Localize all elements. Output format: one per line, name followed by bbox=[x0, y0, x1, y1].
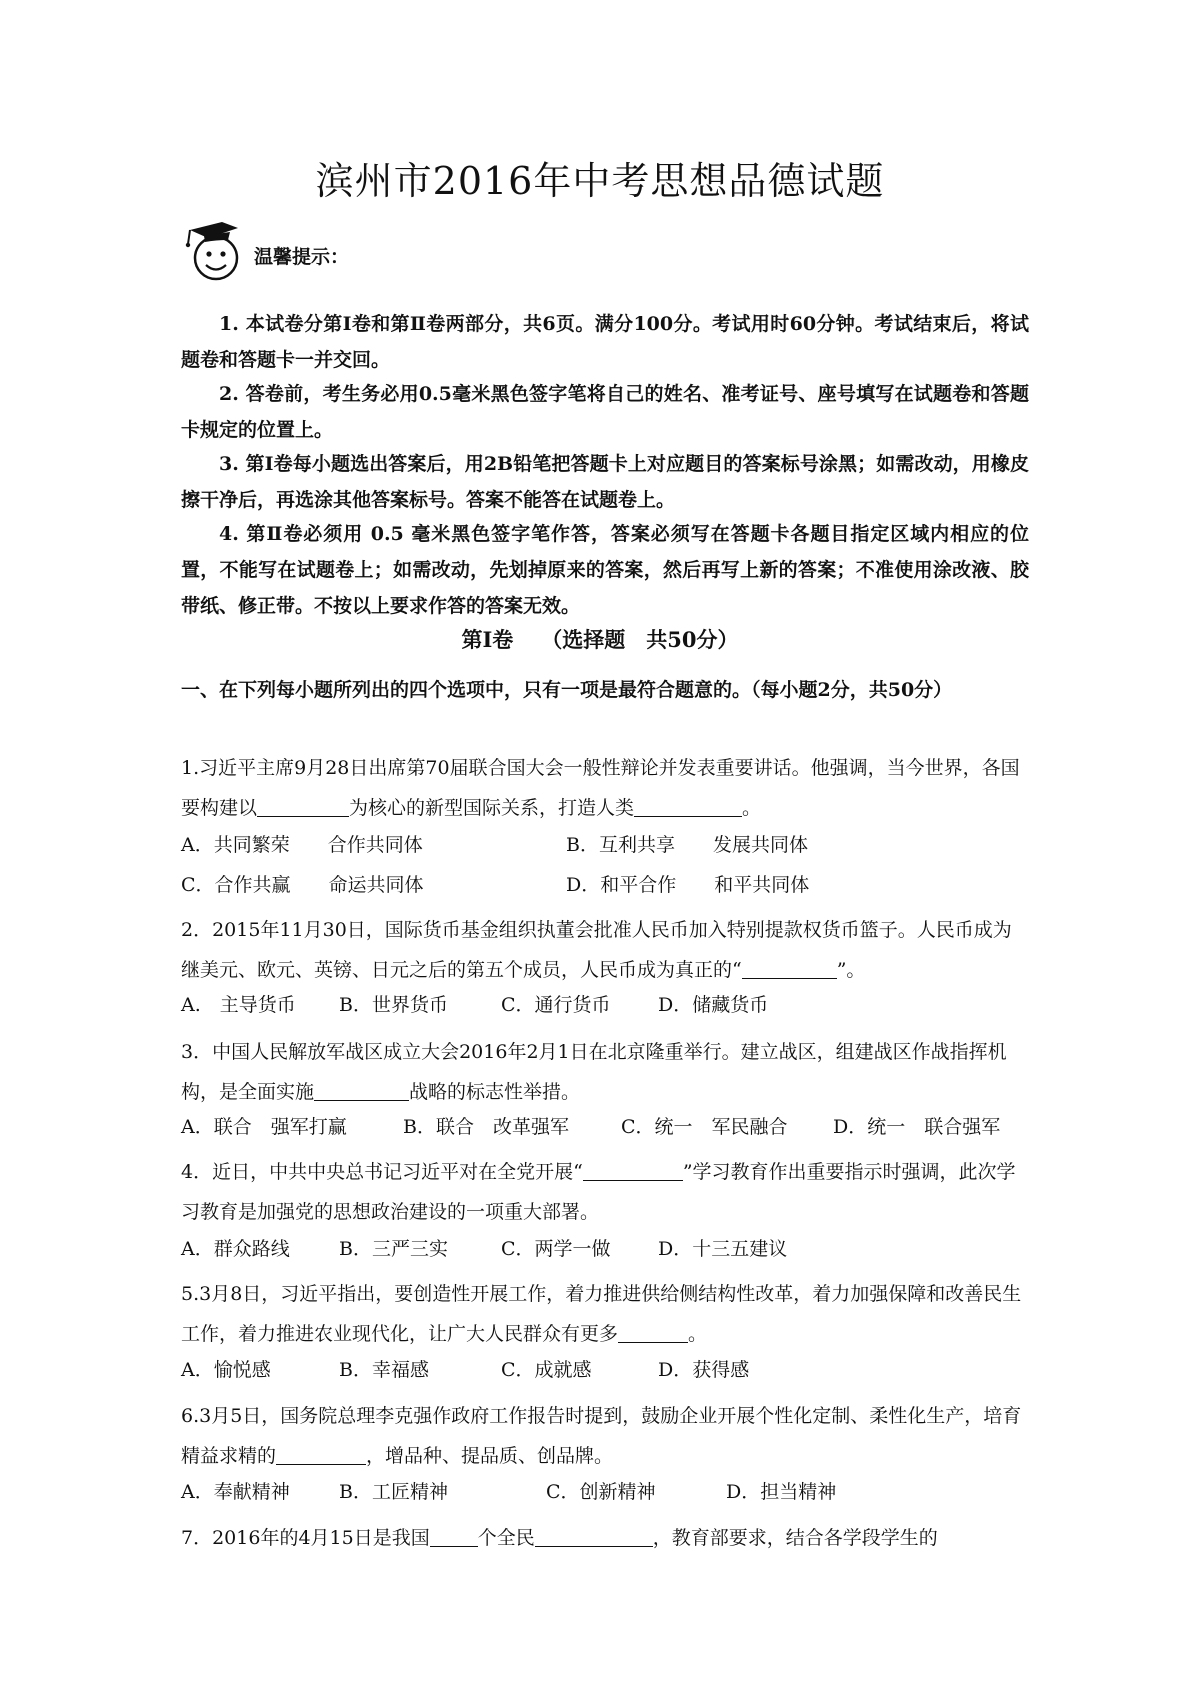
options-q3 bbox=[181, 1112, 1041, 1148]
option-b: B．幸福感 bbox=[339, 1359, 429, 1381]
question-4: 4．近日，中共中央总书记习近平对在全党开展“ ”学习教育作出重要指示时强调，此次学习教育是加强党的思想政治建设的一项重大部署。 bbox=[181, 1152, 1029, 1232]
option-d: D．获得感 bbox=[658, 1359, 750, 1381]
option-a: A．愉悦感 bbox=[181, 1359, 271, 1381]
option-a: A．共同繁荣 合作共同体 bbox=[181, 834, 423, 856]
question-3: 3．中国人民解放军战区成立大会2016年2月1日在北京隆重举行。建立战区，组建战区作战指挥机构，是全面实施 战略的标志性举措。 bbox=[181, 1041, 1007, 1103]
question-7: 7．2016年的4月15日是我国 个全民 ，教育部要求，结合各学段学生的 bbox=[181, 1518, 1029, 1558]
options-q1-row1 bbox=[181, 830, 1041, 866]
question-5: 5.3月8日，习近平指出，要创造性开展工作，着力推进供给侧结构性改革，着力加强保障和改善民生工作，着力推进农业现代化，让广大人民群众有更多 。 bbox=[181, 1283, 1022, 1345]
option-c: C．两学一做 bbox=[501, 1238, 611, 1260]
notice-1: 1. 本试卷分第Ⅰ卷和第Ⅱ卷两部分，共6页。满分100分。考试用时60分钟。考试结束后，将试题卷和答题卡一并交回。 bbox=[181, 313, 1029, 371]
part-name: 第Ⅰ卷 bbox=[461, 627, 514, 652]
option-d: D．统一 联合强军 bbox=[833, 1116, 1001, 1138]
options-q2 bbox=[181, 990, 1041, 1026]
options-q5 bbox=[181, 1355, 1041, 1391]
question-1: 1.习近平主席9月28日出席第70届联合国大会一般性辩论并发表重要讲话。他强调，当今世界，各国要构建以 为核心的新型国际关系，打造人类 。 bbox=[181, 757, 1020, 819]
answer-blank bbox=[742, 956, 837, 979]
option-c: C．合作共赢 命运共同体 bbox=[181, 874, 424, 896]
option-a: A．联合 强军打赢 bbox=[181, 1116, 347, 1138]
answer-blank bbox=[430, 1524, 478, 1547]
page-title: 滨州市2016年中考思想品德试题 bbox=[315, 159, 885, 203]
option-c: C．创新精神 bbox=[546, 1481, 656, 1503]
option-a: A．群众路线 bbox=[181, 1238, 290, 1260]
tips-header bbox=[178, 212, 778, 292]
options-q6 bbox=[181, 1477, 1041, 1513]
answer-blank bbox=[634, 794, 742, 817]
answer-blank bbox=[314, 1078, 409, 1101]
option-d: D．储藏货币 bbox=[658, 994, 769, 1016]
option-b: B．互利共享 发展共同体 bbox=[566, 834, 808, 856]
smiley-student-icon bbox=[178, 214, 248, 286]
answer-blank bbox=[618, 1320, 688, 1343]
option-d: D．十三五建议 bbox=[658, 1238, 788, 1260]
answer-blank bbox=[276, 1442, 366, 1465]
option-c: C．统一 军民融合 bbox=[621, 1116, 788, 1138]
part-desc: （选择题 共50分） bbox=[541, 627, 739, 652]
option-b: B．工匠精神 bbox=[339, 1481, 448, 1503]
notice-2: 2. 答卷前，考生务必用0.5毫米黑色签字笔将自己的姓名、准考证号、座号填写在试题卷和答题卡规定的位置上。 bbox=[181, 383, 1029, 441]
option-c: C．成就感 bbox=[501, 1359, 592, 1381]
options-q1-row2 bbox=[181, 870, 1041, 906]
question-6: 6.3月5日，国务院总理李克强作政府工作报告时提到，鼓励企业开展个性化定制、柔性化生产，培育精益求精的 ，增品种、提品质、创品牌。 bbox=[181, 1405, 1022, 1467]
option-d: D．担当精神 bbox=[726, 1481, 837, 1503]
answer-blank bbox=[535, 1524, 653, 1547]
option-b: B．世界货币 bbox=[339, 994, 448, 1016]
notice-3: 3. 第Ⅰ卷每小题选出答案后，用2B铅笔把答题卡上对应题目的答案标号涂黑；如需改动，用橡皮擦干净后，再选涂其他答案标号。答案不能答在试题卷上。 bbox=[181, 453, 1029, 511]
answer-blank bbox=[257, 794, 349, 817]
option-a: A．奉献精神 bbox=[181, 1481, 290, 1503]
option-c: C．通行货币 bbox=[501, 994, 611, 1016]
option-b: B．联合 改革强军 bbox=[403, 1116, 569, 1138]
question-2: 2．2015年11月30日，国际货币基金组织执董会批准人民币加入特别提款权货币篮子。人民币成为继美元、欧元、英镑、日元之后的第五个成员，人民币成为真正的“ ”。 bbox=[181, 919, 1012, 981]
tips-label: 温馨提示： bbox=[254, 246, 350, 268]
notice-4: 4. 第Ⅱ卷必须用 0.5 毫米黑色签字笔作答，答案必须写在答题卡各题目指定区域内相应的位置，不能写在试题卷上；如需改动，先划掉原来的答案，然后再写上新的答案；不准使用涂改液、胶带纸、修正带。不按以上要求作答的答案无效。 bbox=[181, 523, 1029, 617]
part-heading bbox=[0, 624, 1200, 654]
answer-blank bbox=[583, 1158, 683, 1181]
option-b: B．三严三实 bbox=[339, 1238, 448, 1260]
options-q4 bbox=[181, 1234, 1041, 1270]
option-d: D．和平合作 和平共同体 bbox=[566, 874, 810, 896]
option-a: A. 主导货币 bbox=[181, 994, 296, 1016]
section-instruction: 一、在下列每小题所列出的四个选项中，只有一项是最符合题意的。（每小题2分，共50分） bbox=[181, 679, 953, 701]
